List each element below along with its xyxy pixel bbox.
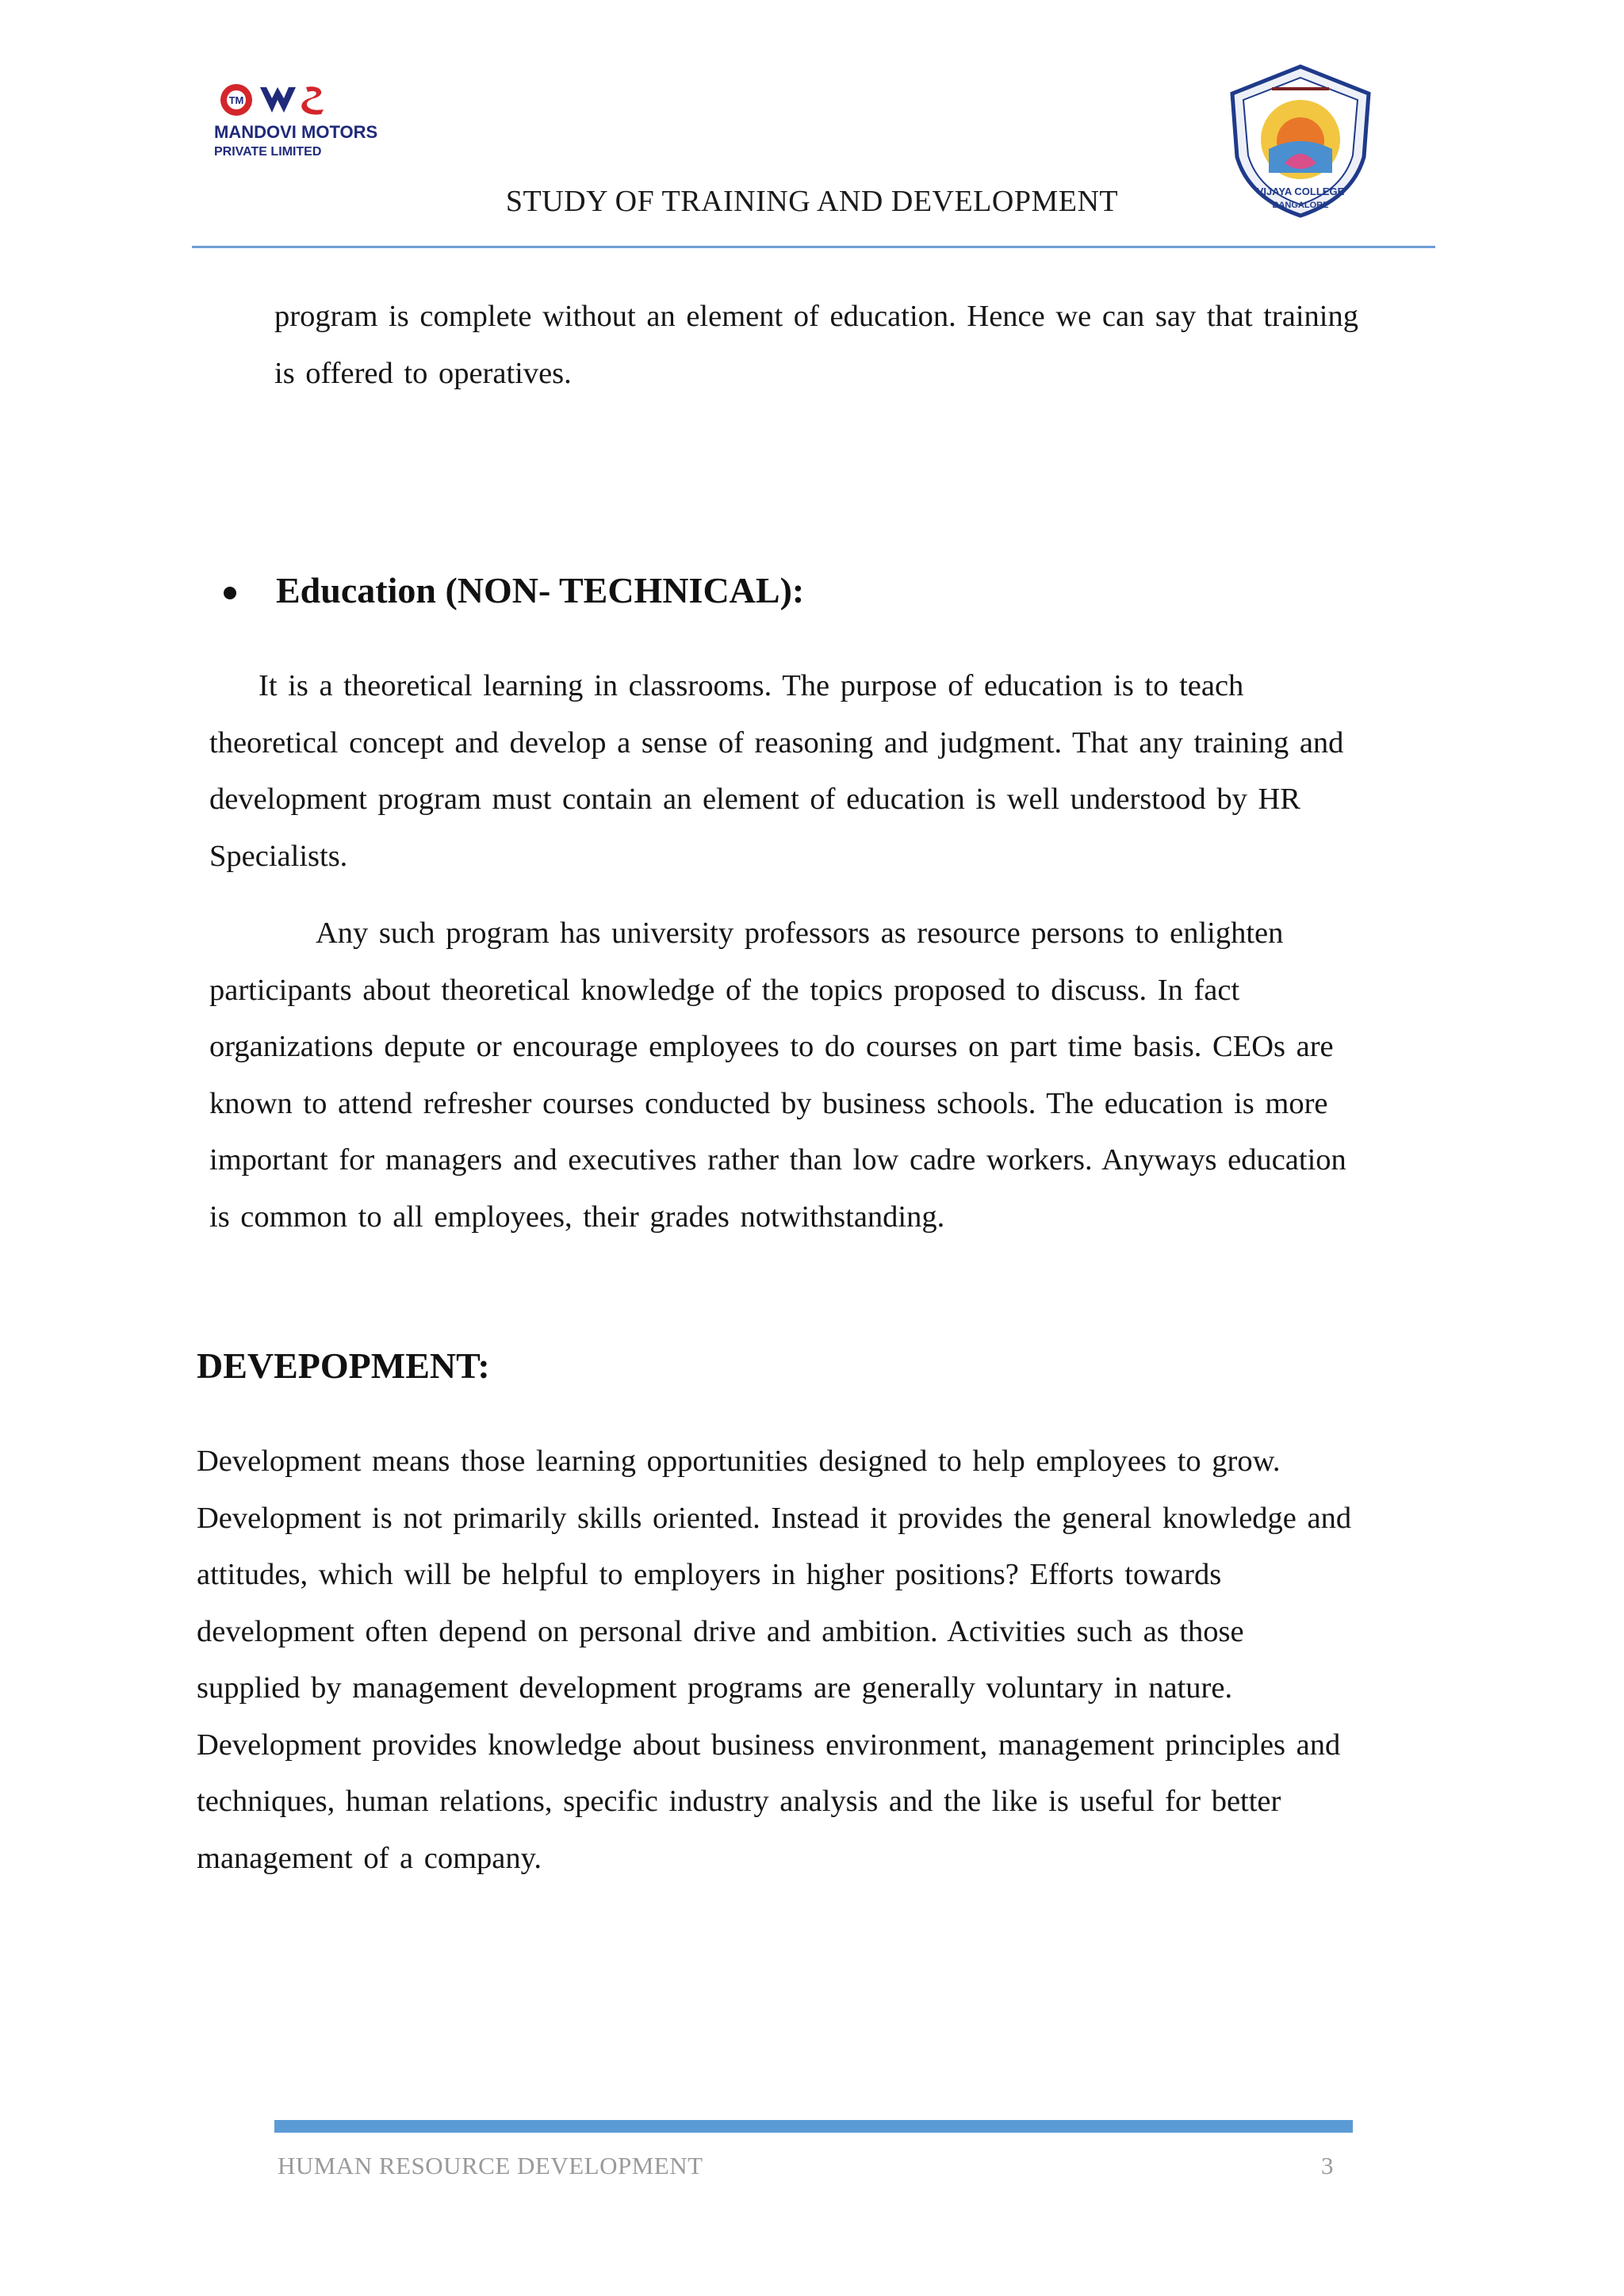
continued-paragraph: program is complete without an element of education. Hence we can say that training is offered to operatives. <box>274 300 1358 390</box>
seal-city-name: BANGALORE <box>1272 201 1329 210</box>
page-number: 3 <box>1321 2152 1334 2179</box>
header-divider <box>192 246 1435 248</box>
document-header-title: STUDY OF TRAINING AND DEVELOPMENT <box>505 185 1119 218</box>
education-paragraph-2: Any such program has university professors as resource persons to enlighten participants about theoretical knowledge of the topics proposed to discuss. In fact organizations depute or encourage employees to do courses on part time basis. CEOs are known to attend refresher courses conducted by business schools. The education is more important for managers and executives rather than low cadre workers. Anyways education is common to all employees, their grades notwithstanding. <box>209 916 1346 1234</box>
development-paragraph: Development means those learning opportunities designed to help employees to grow. Development is not primarily skills oriented. Instead it provides the general knowledge and attitudes, which will be helpful to employers in higher positions? Efforts towards development often depend on personal drive and ambition. Activities such as those supplied by management development programs are generally voluntary in nature. Development provides knowledge about business environment, management principles and techniques, human relations, specific industry analysis and the like is useful for better management of a company. <box>197 1445 1352 1875</box>
logo-company-suffix: PRIVATE LIMITED <box>214 145 322 159</box>
development-heading: DEVEPOPMENT: <box>197 1345 490 1386</box>
education-paragraph-1: It is a theoretical learning in classrooms. The purpose of education is to teach theoretical concept and develop a sense of reasoning and judgment. That any training and development program must contain an element of education is well understood by HR Specialists. <box>209 669 1344 873</box>
svg-text:TM: TM <box>228 94 244 106</box>
mandovi-motors-logo <box>213 79 403 166</box>
bullet-icon <box>224 587 236 599</box>
footer-title: HUMAN RESOURCE DEVELOPMENT <box>278 2152 703 2179</box>
footer-divider <box>274 2120 1353 2133</box>
seal-college-name: VIJAYA COLLEGE <box>1256 186 1345 197</box>
logo-company-name: MANDOVI MOTORS <box>214 122 378 142</box>
education-heading: Education (NON- TECHNICAL): <box>276 570 805 610</box>
